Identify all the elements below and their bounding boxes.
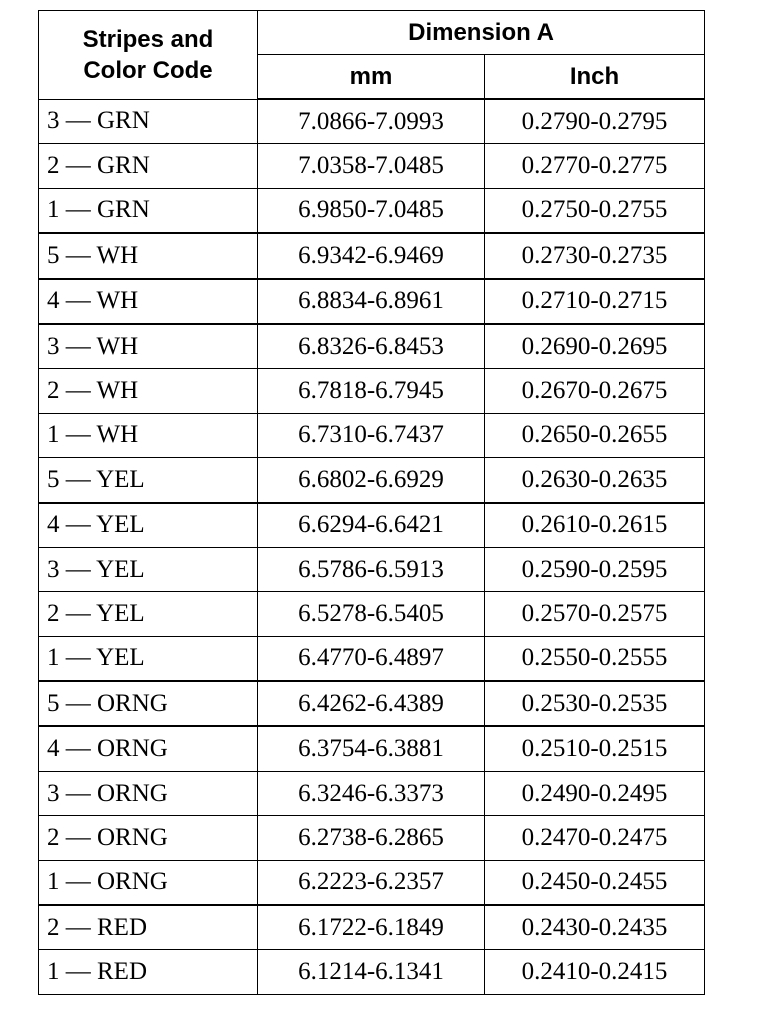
table-row	[39, 726, 705, 771]
inch-cell: 0.2710-0.2715	[485, 279, 705, 324]
stripes-header-line1: Stripes and	[82, 25, 214, 53]
table-body	[39, 99, 705, 994]
mm-cell: 6.8326-6.8453	[258, 324, 485, 369]
color-code-cell: 1 — RED	[39, 950, 258, 994]
dimension-table-container	[38, 10, 704, 995]
mm-cell: 6.5278-6.5405	[258, 592, 485, 636]
inch-cell: 0.2510-0.2515	[485, 726, 705, 771]
table-row	[39, 592, 705, 636]
mm-column-header: mm	[258, 55, 485, 100]
mm-cell: 6.9342-6.9469	[258, 233, 485, 278]
mm-cell: 6.8834-6.8961	[258, 279, 485, 324]
inch-cell: 0.2770-0.2775	[485, 144, 705, 188]
inch-cell: 0.2630-0.2635	[485, 458, 705, 503]
mm-cell: 6.6294-6.6421	[258, 503, 485, 548]
color-code-cell: 1 — ORNG	[39, 860, 258, 905]
inch-cell: 0.2410-0.2415	[485, 950, 705, 994]
mm-cell: 6.2738-6.2865	[258, 816, 485, 860]
color-code-cell: 5 — ORNG	[39, 681, 258, 726]
table-row	[39, 860, 705, 905]
mm-cell: 6.3246-6.3373	[258, 771, 485, 815]
inch-cell: 0.2450-0.2455	[485, 860, 705, 905]
inch-cell: 0.2690-0.2695	[485, 324, 705, 369]
color-code-cell: 1 — YEL	[39, 636, 258, 681]
table-row	[39, 279, 705, 324]
inch-cell: 0.2670-0.2675	[485, 369, 705, 413]
table-row	[39, 636, 705, 681]
mm-cell: 6.6802-6.6929	[258, 458, 485, 503]
table-row	[39, 144, 705, 188]
header-row-1	[39, 11, 705, 55]
table-row	[39, 950, 705, 994]
mm-cell: 6.3754-6.3881	[258, 726, 485, 771]
table-row	[39, 816, 705, 860]
color-code-cell: 3 — ORNG	[39, 771, 258, 815]
table-row	[39, 233, 705, 278]
inch-cell: 0.2550-0.2555	[485, 636, 705, 681]
dimension-table	[38, 10, 705, 995]
table-row	[39, 905, 705, 950]
mm-cell: 6.1722-6.1849	[258, 905, 485, 950]
inch-cell: 0.2650-0.2655	[485, 413, 705, 457]
inch-cell: 0.2430-0.2435	[485, 905, 705, 950]
mm-cell: 6.5786-6.5913	[258, 547, 485, 591]
inch-cell: 0.2570-0.2575	[485, 592, 705, 636]
table-row	[39, 771, 705, 815]
inch-cell: 0.2790-0.2795	[485, 99, 705, 144]
dimension-a-header: Dimension A	[258, 11, 705, 55]
color-code-cell: 4 — ORNG	[39, 726, 258, 771]
table-row	[39, 369, 705, 413]
mm-cell: 6.1214-6.1341	[258, 950, 485, 994]
stripes-header-line2: Color Code	[83, 56, 213, 84]
inch-cell: 0.2470-0.2475	[485, 816, 705, 860]
color-code-cell: 2 — YEL	[39, 592, 258, 636]
inch-cell: 0.2490-0.2495	[485, 771, 705, 815]
table-row	[39, 99, 705, 144]
mm-cell: 6.9850-7.0485	[258, 188, 485, 233]
color-code-cell: 5 — YEL	[39, 458, 258, 503]
stripes-color-code-header	[39, 11, 258, 100]
mm-cell: 7.0358-7.0485	[258, 144, 485, 188]
table-row	[39, 681, 705, 726]
mm-cell: 7.0866-7.0993	[258, 99, 485, 144]
mm-cell: 6.7310-6.7437	[258, 413, 485, 457]
table-row	[39, 413, 705, 457]
color-code-cell: 2 — ORNG	[39, 816, 258, 860]
mm-cell: 6.2223-6.2357	[258, 860, 485, 905]
mm-cell: 6.4262-6.4389	[258, 681, 485, 726]
inch-cell: 0.2730-0.2735	[485, 233, 705, 278]
color-code-cell: 3 — WH	[39, 324, 258, 369]
inch-cell: 0.2610-0.2615	[485, 503, 705, 548]
color-code-cell: 2 — GRN	[39, 144, 258, 188]
table-row	[39, 503, 705, 548]
table-row	[39, 324, 705, 369]
inch-column-header: Inch	[485, 55, 705, 100]
color-code-cell: 1 — WH	[39, 413, 258, 457]
table-header	[39, 11, 705, 100]
table-row	[39, 547, 705, 591]
color-code-cell: 2 — WH	[39, 369, 258, 413]
color-code-cell: 3 — YEL	[39, 547, 258, 591]
color-code-cell: 5 — WH	[39, 233, 258, 278]
mm-cell: 6.7818-6.7945	[258, 369, 485, 413]
color-code-cell: 1 — GRN	[39, 188, 258, 233]
color-code-cell: 3 — GRN	[39, 99, 258, 144]
table-row	[39, 188, 705, 233]
inch-cell: 0.2750-0.2755	[485, 188, 705, 233]
inch-cell: 0.2530-0.2535	[485, 681, 705, 726]
color-code-cell: 4 — YEL	[39, 503, 258, 548]
color-code-cell: 2 — RED	[39, 905, 258, 950]
mm-cell: 6.4770-6.4897	[258, 636, 485, 681]
table-row	[39, 458, 705, 503]
color-code-cell: 4 — WH	[39, 279, 258, 324]
inch-cell: 0.2590-0.2595	[485, 547, 705, 591]
